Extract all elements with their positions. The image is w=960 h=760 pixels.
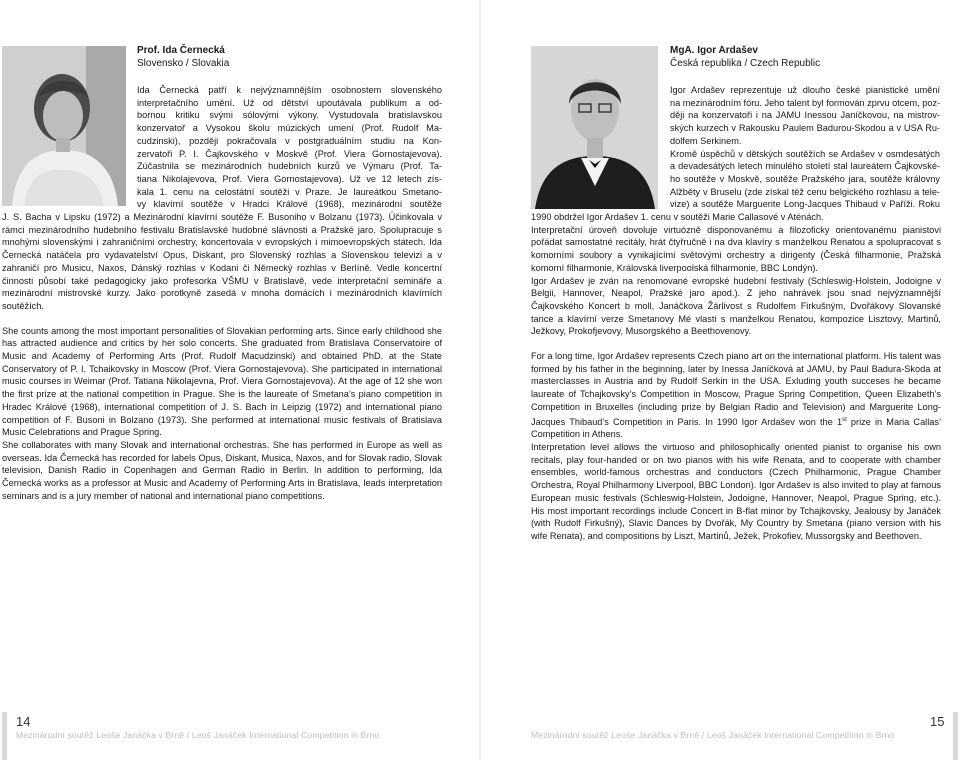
text-line: na mezinárodním fóru. Jeho talent byl formován zprvu otcem, poz- <box>670 97 940 108</box>
text-line: ho soutěže v Moskvě, soutěže Pražského jara, soutěže královny <box>670 173 940 184</box>
text-line: bornou kritiku svými sólovými výkony. Vystudovala bratislavskou <box>137 110 442 121</box>
text-line: kala 1. cenu na celostátní soutěži v Praze. Je laureátkou Smetano- <box>137 186 442 197</box>
portrait-photo-igor-ardasev <box>531 46 658 209</box>
artist-heading <box>137 44 229 70</box>
text-line: tiana Nikolajevova, Prof. Viera Gornostajevova). Už ve 12 letech zís- <box>137 173 442 184</box>
text-line: ději na konzervatoři i na JAMU Inessou Janíčkovou, na mistrov- <box>670 110 940 121</box>
biography-cz-continued: 1990 obdržel Igor Ardašev 1. cenu v soutěži Marie Callasové v Aténách. <box>531 212 824 222</box>
text-line: vy klavírní soutěže v Hradci Králové (1968), mezinárodní soutěže <box>137 199 442 210</box>
artist-origin: Česká republika / Czech Republic <box>670 58 821 69</box>
artist-name: MgA. Igor Ardašev <box>670 45 758 56</box>
text-run: For a long time, Igor Ardašev represents Czech piano art on the international platform. His talent was formed by his father in the beginning, later by Inessa Janíčková at JAMU, by Paul Badura-Skoda at masterclasses in Austria and by Rudolf Serkin in the USA. Exluding youth succeses he became laureate of Tchajkovsky’s Competition in Moscow, Prague Spring Competition, Queen Elizabeth’s Competition in Bruxelles (including prize by Belgian Radio and Television) and Marguerite Long-Jacques Thibaud’s Competition in Paris. In 1990 Igor Ardašev won the 1 <box>531 351 941 427</box>
artist-origin: Slovensko / Slovakia <box>137 58 230 69</box>
footer-bar <box>953 712 958 760</box>
biography-en-paragraph: Interpretation level allows the virtuoso and philosophically oriented pianist to organise his own recitals, play four-handed or on two pianos with his wife Renata, and to cooperate with chamber ensembles, world-famous orchestras and conductors (Czech Philharmonic, Prague Chamber Orchestra, Royal Philharmony Liverpool, BBC London). Igor Ardašev is also invited to play at famous European music festivals (Schleswig-Holstein, Jodoigne, Hannover, Neapol, Prague Spring, etc.). His most important recordings include Concert in B-flat minor by Tchajkovsky, Jealousy by Janáček (with Rudolf Firkušný), Slavic Dances by Dvořák, My Country by Smetana (piano version with his wife Renata), and compositions by Liszt, Martinů, Ježek, Prokofiev, Mussorgsky and Beethoven. <box>531 442 941 541</box>
footer-text: Mezinárodní soutěž Leoše Janáčka v Brně / Leoš Janáček International Competition in Brno <box>16 730 380 740</box>
text-line: Kromě úspěchů v dětských soutěžích se Ardašev v osmdesátých <box>670 148 940 159</box>
page-number: 15 <box>930 714 945 729</box>
biography-en-paragraph: She collaborates with many Slovak and international orchestras. She has performed in Europe as well as overseas. Ida Černecká has recorded for labels Opus, Diskant, Musica, Naxos, and for Slovak radio, Slovak television, Danish Radio in Copenhagen and German Radio in Berlin. In addition to performing, Ida Černecká works as a professor at Music and Academy of Performing Arts in Bratislava, leads interpretation seminars and is a jury member of national and international piano competitions. <box>2 439 442 501</box>
text-line: cudzinski), později pokračovala v postgraduálním studiu na Kon- <box>137 135 442 146</box>
biography-intro-cz <box>670 84 940 211</box>
artist-name: Prof. Ida Černecká <box>137 45 225 56</box>
biography-cz-paragraph: Interpretační úroveň dovoluje virtuózně disponovanému a filozoficky orientovanému pianistovi pořádat samostatné recitály, hrát čtyřručně i na dva klavíry s manželkou Renatou a spolupracovat s komorními soubory a vynikajícími světovými orchestry a dirigenty (Česká filharmonie, Pražská komorní filharmonie, Královská liverpoolská filharmonie, BBC Londýn). <box>531 224 941 273</box>
biography-cz-paragraph: Igor Ardašev je zván na renomované evropské hudební festivaly (Schleswig-Holstein, Jodoigne v Belgii, Hannover, Neapol, Pražské jaro apod.). Z jeho nahrávek jsou snad nejvýznamnější Čajkovského Koncert b moll, Janáčkova Žárlivost s Rudolfem Firkušným, Dvořákovy Slovanské tance a klavírní verze Smetanovy Mé vlasti s manželkou Renatou, kompozice Lisztovy, Martinů, Ježkovy, Prokofjevovy, Musorgského a Beethovenovy. <box>531 275 941 337</box>
text-line: a devadesátých letech minulého století stal laureátem Čajkovské- <box>670 161 940 172</box>
biography-en-paragraph <box>531 350 941 441</box>
biography-body <box>531 211 941 543</box>
text-line: Zúčastnila se mezinárodních hudebních kurzů ve Výmaru (Prof. Ta- <box>137 161 442 172</box>
biography-en-paragraph: She counts among the most important personalities of Slovakian performing arts. Since early childhood she has attracted audience and critics by her solo concerts. She graduated from Bratislava Conservatoire of Music and Academy of Performing Arts (Prof. Rudolf Macudzinski) and obtained PhD. at the State Conservatory of P. I. Tchaikovsky in Moscow (Prof. Viera Gornostajevova). She participated in international music courses in Weimar (Prof. Tatiana Nikolajevna, Prof. Viera Gornostajevova). At the age of 12 she won the first prize at the national competition in Prague. She is the laureate of Smetana’s piano competition in Hradec Králové (1968), international competition of J. S. Bach in Leipzig (1972) and international piano competition of F. Busoni in Bolzano (1973). She performed at international music festivals of Bratislava Music Celebrations and Prague Spring. <box>2 325 442 438</box>
right-page <box>480 0 960 760</box>
text-line: Ida Černecká patří k nejvýznamnějším osobnostem slovenského <box>137 85 442 95</box>
biography-body <box>2 211 442 502</box>
footer-bar <box>2 712 7 760</box>
text-line: konzervatoř a Vysokou školu múzických umení (Prof. Rudolf Ma- <box>137 123 442 134</box>
text-line: ských kurzech v Rakousku Paulem Badurou-Skodou a v USA Ru- <box>670 123 940 134</box>
portrait-illustration <box>531 46 658 209</box>
artist-heading <box>670 44 820 70</box>
text-run: prize in Maria Callas’ Competition in Athens. <box>531 416 941 440</box>
portrait-illustration <box>2 46 126 206</box>
text-line: interpretačního umění. Už od dětství upoutávala publikum a od- <box>137 97 442 108</box>
text-line: dolfem Serkinem. <box>670 135 742 146</box>
text-line: Alžběty v Bruselu (zde získal též cenu belgického rozhlasu a tele- <box>670 186 940 197</box>
text-line: zervatoři P. I. Čajkovského v Moskvě (Prof. Viera Gornostajevova). <box>137 148 442 159</box>
biography-intro-cz <box>137 84 442 211</box>
footer-text: Mezinárodní soutěž Leoše Janáčka v Brně / Leoš Janáček International Competition in Brno <box>531 730 895 740</box>
biography-cz-continued: J. S. Bacha v Lipsku (1972) a Mezinárodní klavírní soutěže F. Busoniho v Bolzanu (1973). Účinkovala v rámci mezinárodního hudebního festivalu Bratislavské hudobné slávnosti a Pražské jaro. Spolupracuje s mnohými slovenskými i zahraničními orchestry, koncertovala v evropských i mimoevropských státech. Ida Černecká natáčela pro vydavatelství Opus, Diskant, pro Slovenský rozhlas a Slovenskou televizi a v zahraničí pro Musicu, Naxos, Dánský rozhlas v Kodani či Německý rozhlas v Berlíně. Vedle koncertní činnosti působí také pedagogicky jako profesorka VŠMU v Bratislavě, vede interpretační semináře a mezinárodní mistrovské kurzy. Jako porotkyně zasedá v mnoha domácích i mezinárodních klavírních soutěžích. <box>2 212 442 311</box>
page-number: 14 <box>16 714 31 729</box>
ordinal-superscript: st <box>842 416 847 423</box>
text-line: Igor Ardašev reprezentuje už dlouho české pianistické umění <box>670 85 940 95</box>
portrait-photo-ida-cernecka <box>2 46 126 206</box>
text-line: vize) a soutěže Marguerite Long-Jacques Thibaud v Paříži. Roku <box>670 199 940 210</box>
